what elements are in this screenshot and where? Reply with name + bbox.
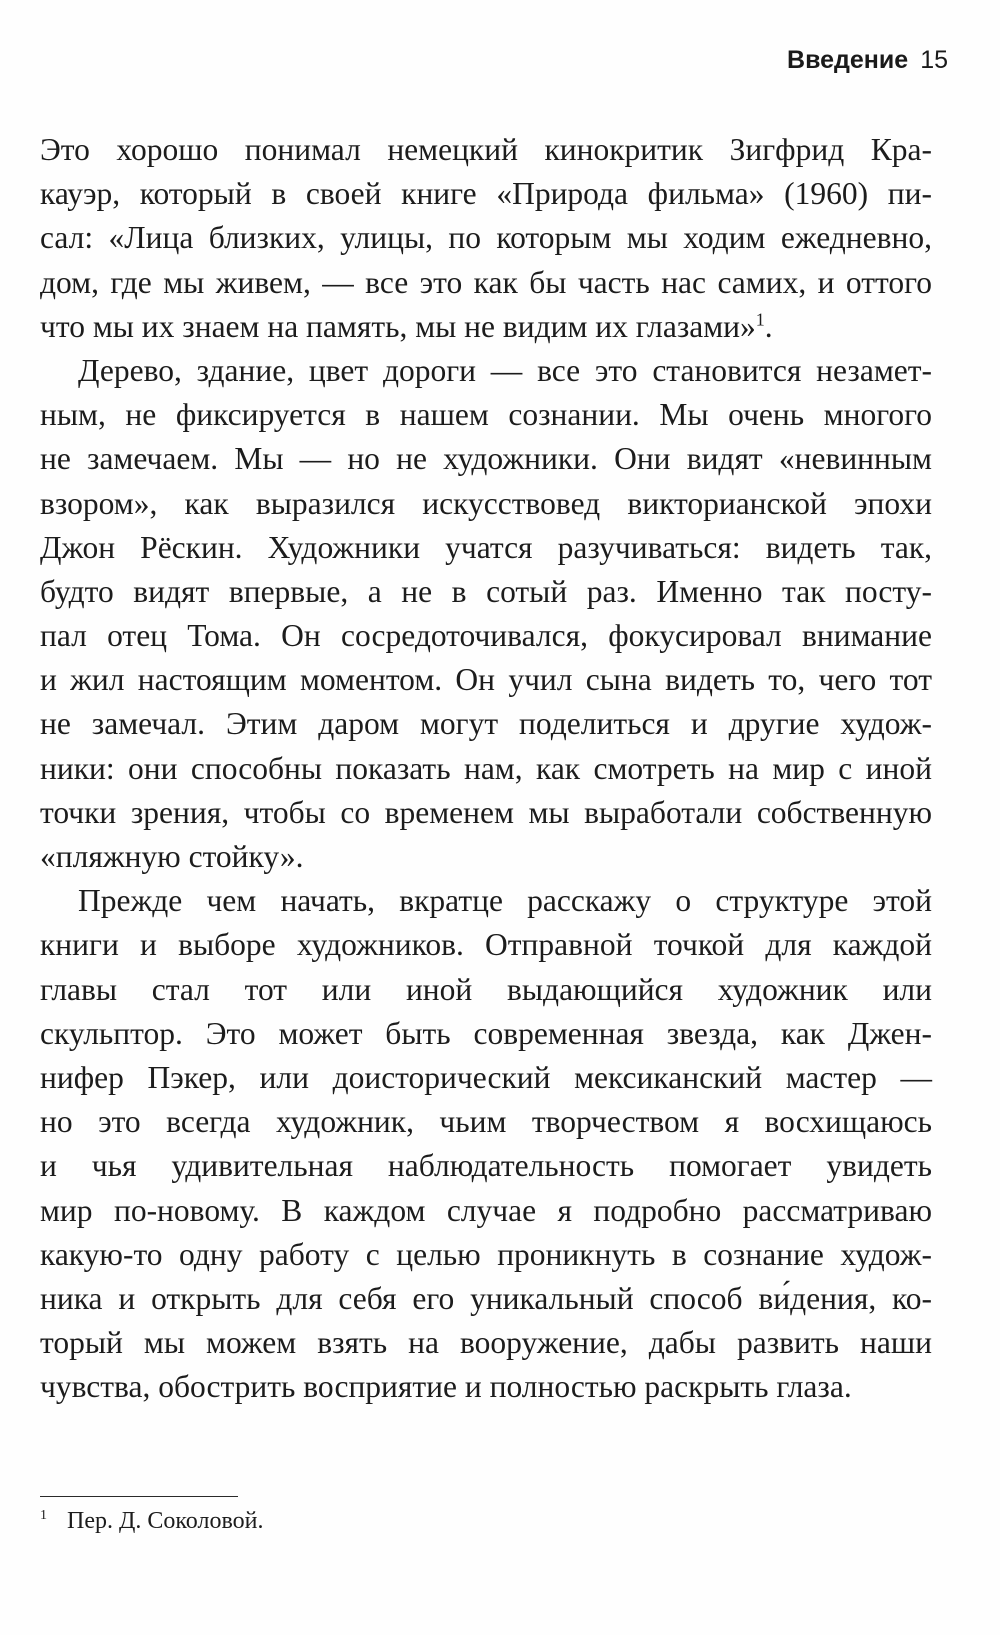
text-line: какую-то одну работу с целью проникнуть в сознание худож- <box>40 1236 932 1272</box>
text-line: книги и выборе художников. Отправной точкой для каждой <box>40 927 932 963</box>
text-line: Это хорошо понимал немецкий кинокритик Зигфрид Кра- <box>40 132 932 167</box>
running-head <box>787 46 948 75</box>
text-line: не замечаем. Мы — но не художники. Они видят «невинным <box>40 441 932 477</box>
text-line: ники: они способны показать нам, как смотреть на мир с иной <box>40 750 932 786</box>
text-line: Джон Рёскин. Художники учатся разучиваться: видеть так, <box>40 529 932 565</box>
text-line: сал: «Лица близких, улицы, по которым мы ходим ежедневно, <box>40 220 932 256</box>
text-line: «пляжную стойку». <box>40 839 304 874</box>
text-line <box>40 305 932 349</box>
footnote-divider <box>40 1496 238 1497</box>
text-line: ника и открыть для себя его уникальный способ ви́дения, ко- <box>40 1280 932 1316</box>
footnote-text: Пер. Д. Соколовой. <box>67 1508 264 1534</box>
footnote-reference: 1 <box>755 309 765 330</box>
text-line: будто видят впервые, а не в сотый раз. Именно так посту- <box>40 573 932 609</box>
text-line: нифер Пэкер, или доисторический мексиканский мастер — <box>40 1059 932 1095</box>
footnote <box>40 1508 263 1535</box>
text-line-content: что мы их знаем на память, мы не видим их глазами» <box>40 308 756 344</box>
text-line: мир по-новому. В каждом случае я подробно рассматриваю <box>40 1192 932 1228</box>
page-number: 15 <box>920 46 948 74</box>
text-line: торый мы можем взять на вооружение, дабы развить наши <box>40 1325 932 1361</box>
text-line: но это всегда художник, чьим творчеством я восхищаюсь <box>40 1104 932 1140</box>
text-line: не замечал. Этим даром могут поделиться и другие худож- <box>40 706 932 742</box>
text-line: чувства, обострить восприятие и полностью раскрыть глаза. <box>40 1369 852 1405</box>
footnote-mark: 1 <box>40 1508 47 1523</box>
text-line: пал отец Тома. Он сосредоточивался, фокусировал внимание <box>40 618 932 654</box>
body-text <box>40 128 932 1409</box>
text-line: взором», как выразился искусствовед викторианской эпохи <box>40 485 932 521</box>
text-line: скульптор. Это может быть современная звезда, как Джен- <box>40 1015 932 1051</box>
text-line: и чья удивительная наблюдательность помогает увидеть <box>40 1148 932 1184</box>
text-line: точки зрения, чтобы со временем мы выработали собственную <box>40 794 932 830</box>
text-line: ным, не фиксируется в нашем сознании. Мы очень многого <box>40 397 932 433</box>
text-line-tail: . <box>764 308 773 344</box>
text-line: Прежде чем начать, вкратце расскажу о структуре этой <box>78 883 932 919</box>
text-line: кауэр, который в своей книге «Природа фильма» (1960) пи- <box>40 176 932 212</box>
text-line: и жил настоящим моментом. Он учил сына видеть то, чего тот <box>40 662 932 698</box>
section-title: Введение <box>787 46 909 74</box>
text-line: Дерево, здание, цвет дороги — все это становится незамет- <box>78 352 932 388</box>
text-line: дом, где мы живем, — все это как бы часть нас самих, и оттого <box>40 264 932 300</box>
text-line: главы стал тот или иной выдающийся художник или <box>40 971 932 1007</box>
